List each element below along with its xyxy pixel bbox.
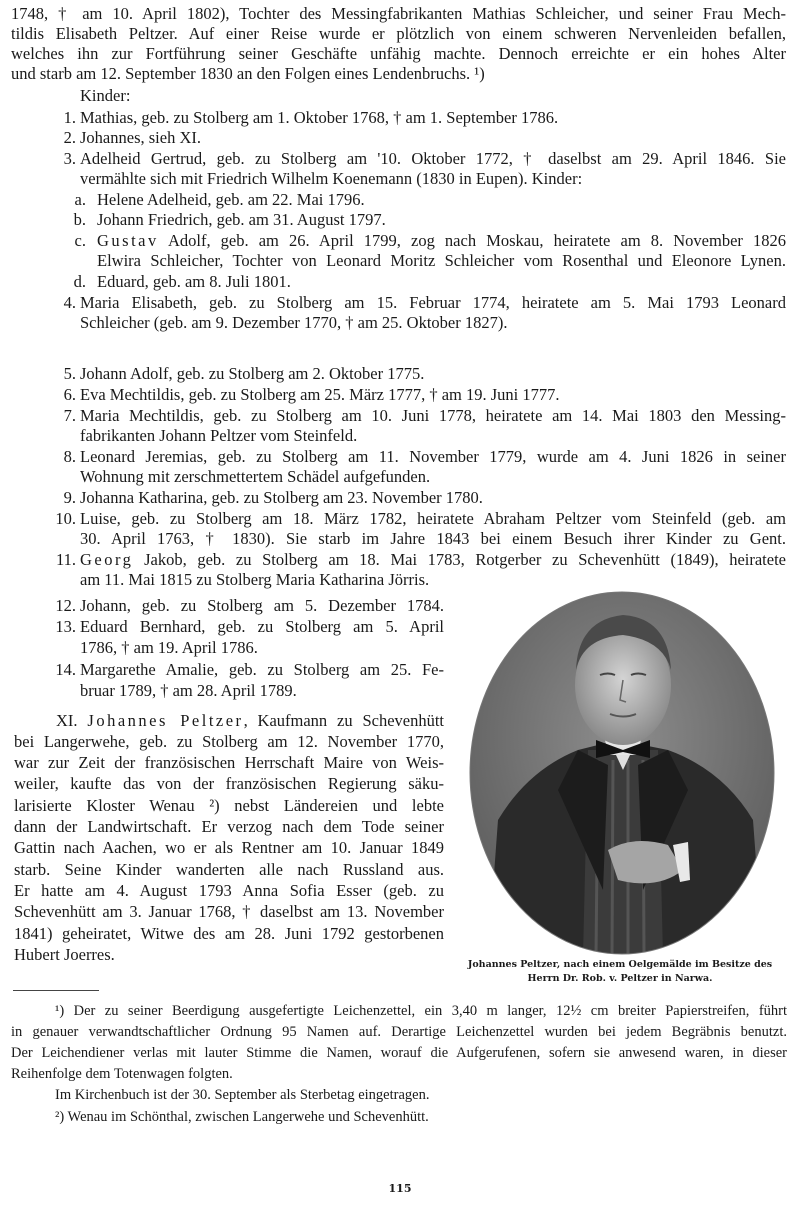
text-line: fabrikanten Johann Peltzer vom Steinfeld.: [80, 426, 358, 445]
text-line: Elwira Schleicher, Tochter von Leonard Moritz Schleicher vom Rosenthal und Eleonore Lynen.: [97, 251, 786, 270]
footnote-line: in genauer verwandtschaftlicher Ordnung 95 Namen auf. Derartige Leichenzettel wurden bei jedem Begräbnis benutzt.: [11, 1024, 787, 1040]
text-line: Eduard Bernhard, geb. zu Stolberg am 5. April: [80, 617, 444, 636]
portrait-image: [468, 590, 776, 956]
item-number: 1.: [63, 108, 76, 127]
text-line: Johanna Katharina, geb. zu Stolberg am 23. November 1780.: [80, 488, 483, 507]
text-line: 30. April 1763, † 1830). Sie starb im Jahre 1843 bei einem Besuch ihrer Kinder zu Gent.: [80, 529, 786, 548]
item-number: 5.: [63, 364, 76, 383]
text-line: Er hatte am 4. August 1793 Anna Sofia Esser (geb. zu: [14, 881, 444, 900]
text-line: welches ihn zur Fortführung seiner Geschäfte unfähig machte. Dennoch erreichte er ein hohes Alter: [11, 44, 786, 63]
text-line: tildis Elisabeth Peltzer. Auf einer Reise wurde er plötzlich von einem schweren Nervenleiden befallen,: [11, 24, 786, 43]
item-number: 4.: [63, 293, 76, 312]
text-line: Maria Mechtildis, geb. zu Stolberg am 10. Juni 1778, heiratete am 14. Mai 1803 den Messing-: [80, 406, 786, 425]
text-line: Leonard Jeremias, geb. zu Stolberg am 11. November 1779, wurde am 4. Juni 1826 in seiner: [80, 447, 786, 466]
section-numeral: XI.: [56, 711, 78, 730]
text-line: Maria Elisabeth, geb. zu Stolberg am 15. Februar 1774, heiratete am 5. Mai 1793 Leonard: [80, 293, 786, 312]
text-line: 1841) geheiratet, Witwe des am 28. Juni 1792 gestorbenen: [14, 924, 444, 943]
text-line: starb. Seine Kinder wanderten alle nach Russland aus.: [14, 860, 444, 879]
text-line: Gustav Adolf, geb. am 26. April 1799, zog nach Moskau, heiratete am 8. November 1826: [97, 231, 786, 250]
text-line: 1786, † am 19. April 1786.: [80, 638, 258, 657]
item-number: 6.: [63, 385, 76, 404]
text-line: 1748, † am 10. April 1802), Tochter des Messingfabrikanten Mathias Schleicher, und seiner Frau Mech-: [11, 4, 786, 23]
footnote-line: Reihenfolge dem Totenwagen folgten.: [11, 1066, 233, 1082]
footnote-line: Der Leichendiener verlas mit lauter Stimme die Namen, worauf die Aufgerufenen, sofern sie anwesend waren, in dieser: [11, 1045, 787, 1061]
text-line: Johann Adolf, geb. zu Stolberg am 2. Oktober 1775.: [80, 364, 425, 383]
kinder-label: Kinder:: [80, 86, 131, 105]
text-line: weiler, kaufte das von der französischen Regierung säku-: [14, 774, 444, 793]
text-line: dann der Landwirtschaft. Er verzog nach dem Tode seiner: [14, 817, 444, 836]
item-letter: c.: [74, 231, 86, 250]
footnote-line: Im Kirchenbuch ist der 30. September als Sterbetag eingetragen.: [55, 1087, 430, 1103]
item-number: 2.: [63, 128, 76, 147]
text-line: Georg Jakob, geb. zu Stolberg am 18. Mai 1783, Rotgerber zu Schevenhütt (1849), heiratete: [80, 550, 786, 569]
item-number: 14.: [55, 660, 76, 679]
footnote-separator: [13, 990, 99, 991]
portrait-caption-line: Herrn Dr. Rob. v. Peltzer in Narwa.: [527, 973, 713, 984]
text-line: Adelheid Gertrud, geb. zu Stolberg am '10. Oktober 1772, † daselbst am 29. April 1846. Sie: [80, 149, 786, 168]
text-line: vermählte sich mit Friedrich Wilhelm Koenemann (1830 in Eupen). Kinder:: [80, 169, 583, 188]
text-line: war zur Zeit der französischen Herrschaft Maire von Weis-: [14, 753, 444, 772]
text-line: Johann, geb. zu Stolberg am 5. Dezember 1784.: [80, 596, 444, 615]
oval-portrait-engraving: [468, 590, 776, 956]
text-line: Luise, geb. zu Stolberg am 18. März 1782, heiratete Abraham Peltzer vom Steinfeld (geb. am: [80, 509, 786, 528]
text-line: Hubert Joerres.: [14, 945, 115, 964]
text-line: und starb am 12. September 1830 an den Folgen eines Lendenbruchs. ¹): [11, 64, 485, 83]
person-name: Gustav: [97, 231, 159, 250]
portrait-caption-line: Johannes Peltzer, nach einem Oelgemälde im Besitze des: [467, 959, 773, 970]
page-number: 115: [388, 1182, 412, 1195]
item-letter: a.: [74, 190, 86, 209]
text-line: Mathias, geb. zu Stolberg am 1. Oktober 1768, † am 1. September 1786.: [80, 108, 559, 127]
text-line: Schleicher (geb. am 9. Dezember 1770, † am 25. Oktober 1827).: [80, 313, 508, 332]
text-line: am 11. Mai 1815 zu Stolberg Maria Katharina Jörris.: [80, 570, 430, 589]
text-line: bruar 1789, † am 28. April 1789.: [80, 681, 297, 700]
section-heading-line: XI. Johannes Peltzer, Kaufmann zu Schevenhütt: [56, 711, 444, 730]
text-line: Wohnung mit zerschmettertem Schädel aufgefunden.: [80, 467, 431, 486]
text-line: bei Langerwehe, geb. zu Stolberg am 12. November 1770,: [14, 732, 444, 751]
text-line: Eduard, geb. am 8. Juli 1801.: [97, 272, 291, 291]
text-line: Helene Adelheid, geb. am 22. Mai 1796.: [97, 190, 365, 209]
text-line: Johannes, sieh XI.: [80, 128, 201, 147]
item-number: 7.: [63, 406, 76, 425]
footnote-line: ²) Wenau im Schönthal, zwischen Langerwehe und Schevenhütt.: [55, 1109, 429, 1125]
item-letter: d.: [73, 272, 86, 291]
person-name: Georg: [80, 550, 134, 569]
text-line: larisierte Kloster Wenau ²) nebst Ländereien und lebte: [14, 796, 444, 815]
item-number: 10.: [55, 509, 76, 528]
item-letter: b.: [73, 210, 86, 229]
text-line: Johann Friedrich, geb. am 31. August 1797.: [97, 210, 386, 229]
footnote-line: ¹) Der zu seiner Beerdigung ausgefertigte Leichenzettel, ein 3,40 m langer, 12½ cm breiter Papierstreifen, führt: [55, 1003, 787, 1019]
item-number: 9.: [63, 488, 76, 507]
item-number: 12.: [55, 596, 76, 615]
item-number: 11.: [55, 550, 76, 569]
item-number: 13.: [55, 617, 76, 636]
item-number: 3.: [63, 149, 76, 168]
text-line: Eva Mechtildis, geb. zu Stolberg am 25. März 1777, † am 19. Juni 1777.: [80, 385, 560, 404]
text-line: Margarethe Amalie, geb. zu Stolberg am 25. Fe-: [80, 660, 444, 679]
text-line: Gattin nach Aachen, wo er als Rentner am 10. Januar 1849: [14, 838, 444, 857]
item-number: 8.: [63, 447, 76, 466]
person-name: Johannes Peltzer: [87, 711, 244, 730]
text-line: Schevenhütt am 3. Januar 1768, † daselbst am 13. November: [14, 902, 444, 921]
